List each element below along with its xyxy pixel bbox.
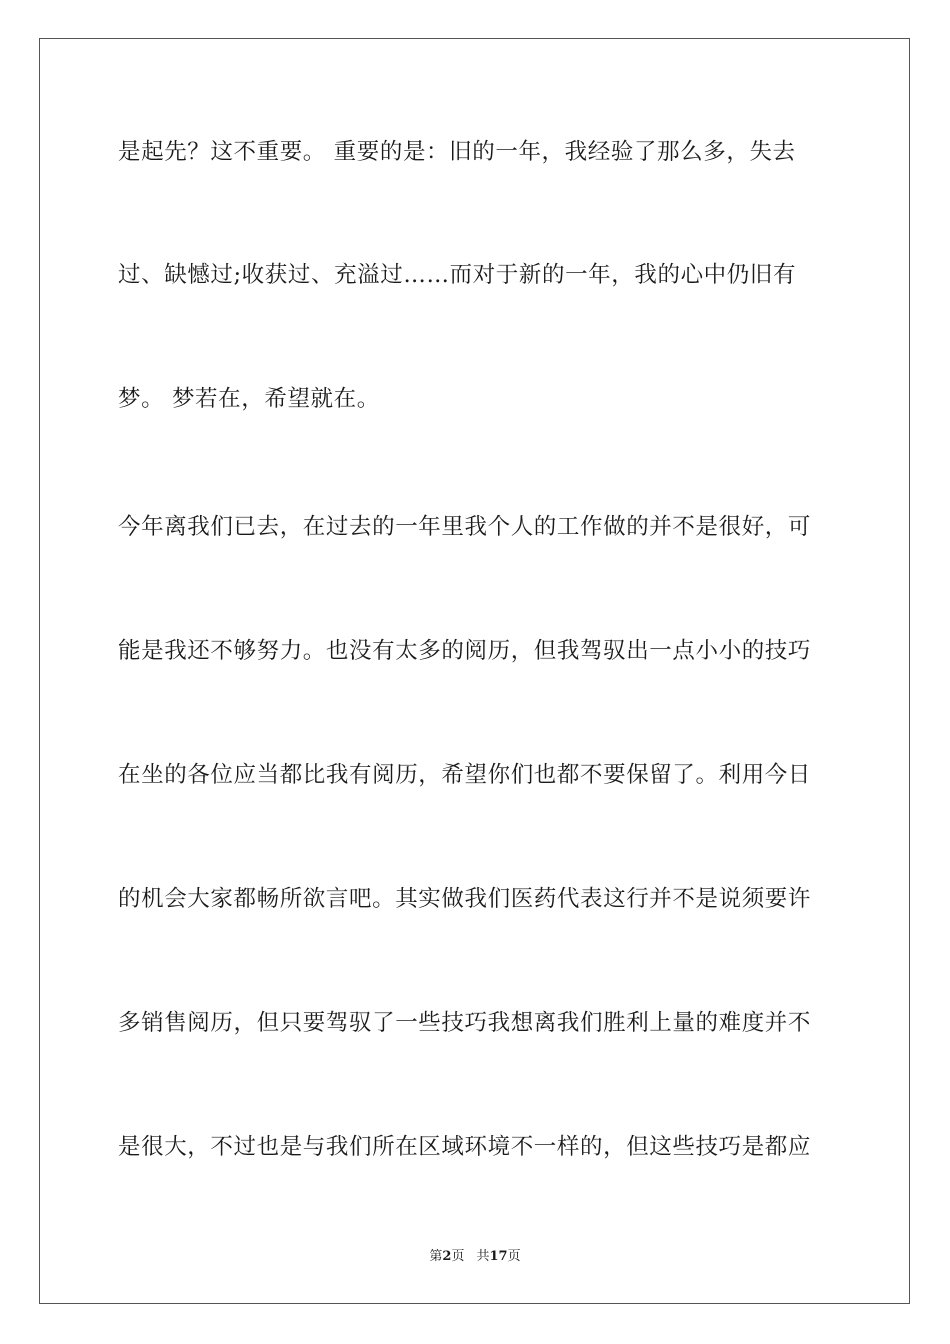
text-line: 梦。 梦若在，希望就在。: [118, 386, 380, 412]
text-line: 多销售阅历，但只要驾驭了一些技巧我想离我们胜利上量的难度并不: [118, 1010, 812, 1036]
total-suffix: 页: [507, 1249, 521, 1264]
total-pages: 17: [489, 1249, 508, 1264]
page-footer: [0, 1248, 950, 1266]
text-line: 是起先？这不重要。 重要的是：旧的一年，我经验了那么多，失去: [118, 139, 796, 165]
total-prefix: 共: [476, 1249, 490, 1264]
page-suffix: 页: [451, 1249, 465, 1264]
text-line: 过、缺憾过;收获过、充溢过……而对于新的一年，我的心中仍旧有: [118, 262, 797, 288]
text-line: 是很大，不过也是与我们所在区域环境不一样的，但这些技巧是都应: [118, 1134, 812, 1160]
page-frame: [39, 38, 910, 1304]
text-line: 今年离我们已去，在过去的一年里我个人的工作做的并不是很好，可: [118, 514, 812, 540]
text-line: 在坐的各位应当都比我有阅历，希望你们也都不要保留了。利用今日: [118, 762, 812, 788]
page-prefix: 第: [429, 1249, 443, 1264]
text-line: 的机会大家都畅所欲言吧。其实做我们医药代表这行并不是说须要许: [118, 886, 812, 912]
text-line: 能是我还不够努力。也没有太多的阅历，但我驾驭出一点小小的技巧: [118, 638, 812, 664]
page-number: 2: [442, 1249, 452, 1264]
